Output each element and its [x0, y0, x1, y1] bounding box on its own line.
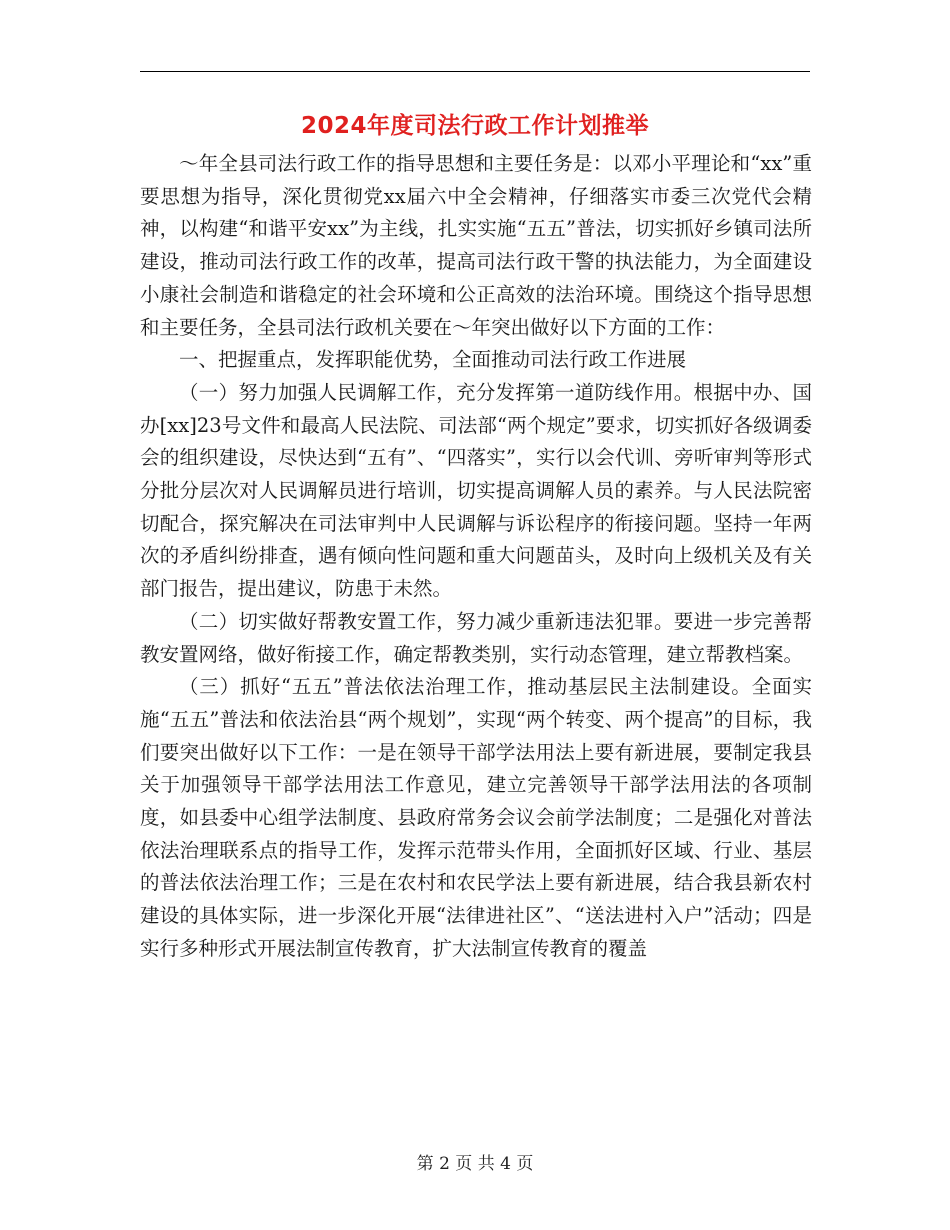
paragraph-legal-education: （三）抓好“五五”普法依法治理工作，推动基层民主法制建设。全面实施“五五”普法和依法治县“两个规划”，实现“两个转变、两个提高”的目标，我们要突出做好以下工作：一是在领导干部学法用法上要有新进展，要制定我县关于加强领导干部学法用法工作意见，建立完善领导干部学法用法的各项制度，如县委中心组学法制度、县政府常务会议会前学法制度；二是强化对普法依法治理联系点的指导工作，发挥示范带头作用，全面抓好区域、行业、基层的普法依法治理工作；三是在农村和农民学法上要有新进展，结合我县新农村建设的具体实际，进一步深化开展“法律进社区”、“送法进村入户”活动；四是实行多种形式开展法制宣传教育，扩大法制宣传教育的覆盖 [140, 675, 812, 960]
paragraph-resettlement: （二）切实做好帮教安置工作，努力减少重新违法犯罪。要进一步完善帮教安置网络，做好衔接工作，确定帮教类别，实行动态管理，建立帮教档案。 [140, 609, 812, 666]
page-footer [0, 1152, 950, 1176]
paragraph-intro: ～年全县司法行政工作的指导思想和主要任务是：以邓小平理论和“xx”重要思想为指导，深化贯彻党xx届六中全会精神，仔细落实市委三次党代会精神，以构建“和谐平安xx”为主线，扎实实施“五五”普法，切实抓好乡镇司法所建设，推动司法行政工作的改革，提高司法行政干警的执法能力，为全面建设小康社会制造和谐稳定的社会环境和公正高效的法治环境。围绕这个指导思想和主要任务，全县司法行政机关要在～年突出做好以下方面的工作： [140, 152, 812, 339]
header-rule [140, 71, 810, 72]
paragraph-mediation: （一）努力加强人民调解工作，充分发挥第一道防线作用。根据中办、国办[xx]23号文件和最高人民法院、司法部“两个规定”要求，切实抓好各级调委会的组织建设，尽快达到“五有”、“四落实”，实行以会代训、旁听审判等形式分批分层次对人民调解员进行培训，切实提高调解人员的素养。与人民法院密切配合，探究解决在司法审判中人民调解与诉讼程序的衔接问题。坚持一年两次的矛盾纠纷排查，遇有倾向性问题和重大问题苗头，及时向上级机关及有关部门报告，提出建议，防患于未然。 [140, 380, 812, 601]
document-title: 2024年度司法行政工作计划推举 [300, 113, 649, 139]
page-number: 第 2 页 共 4 页 [416, 1154, 534, 1174]
document-body [140, 148, 812, 966]
paragraph-section-heading: 一、把握重点，发挥职能优势，全面推动司法行政工作进展 [179, 348, 687, 372]
